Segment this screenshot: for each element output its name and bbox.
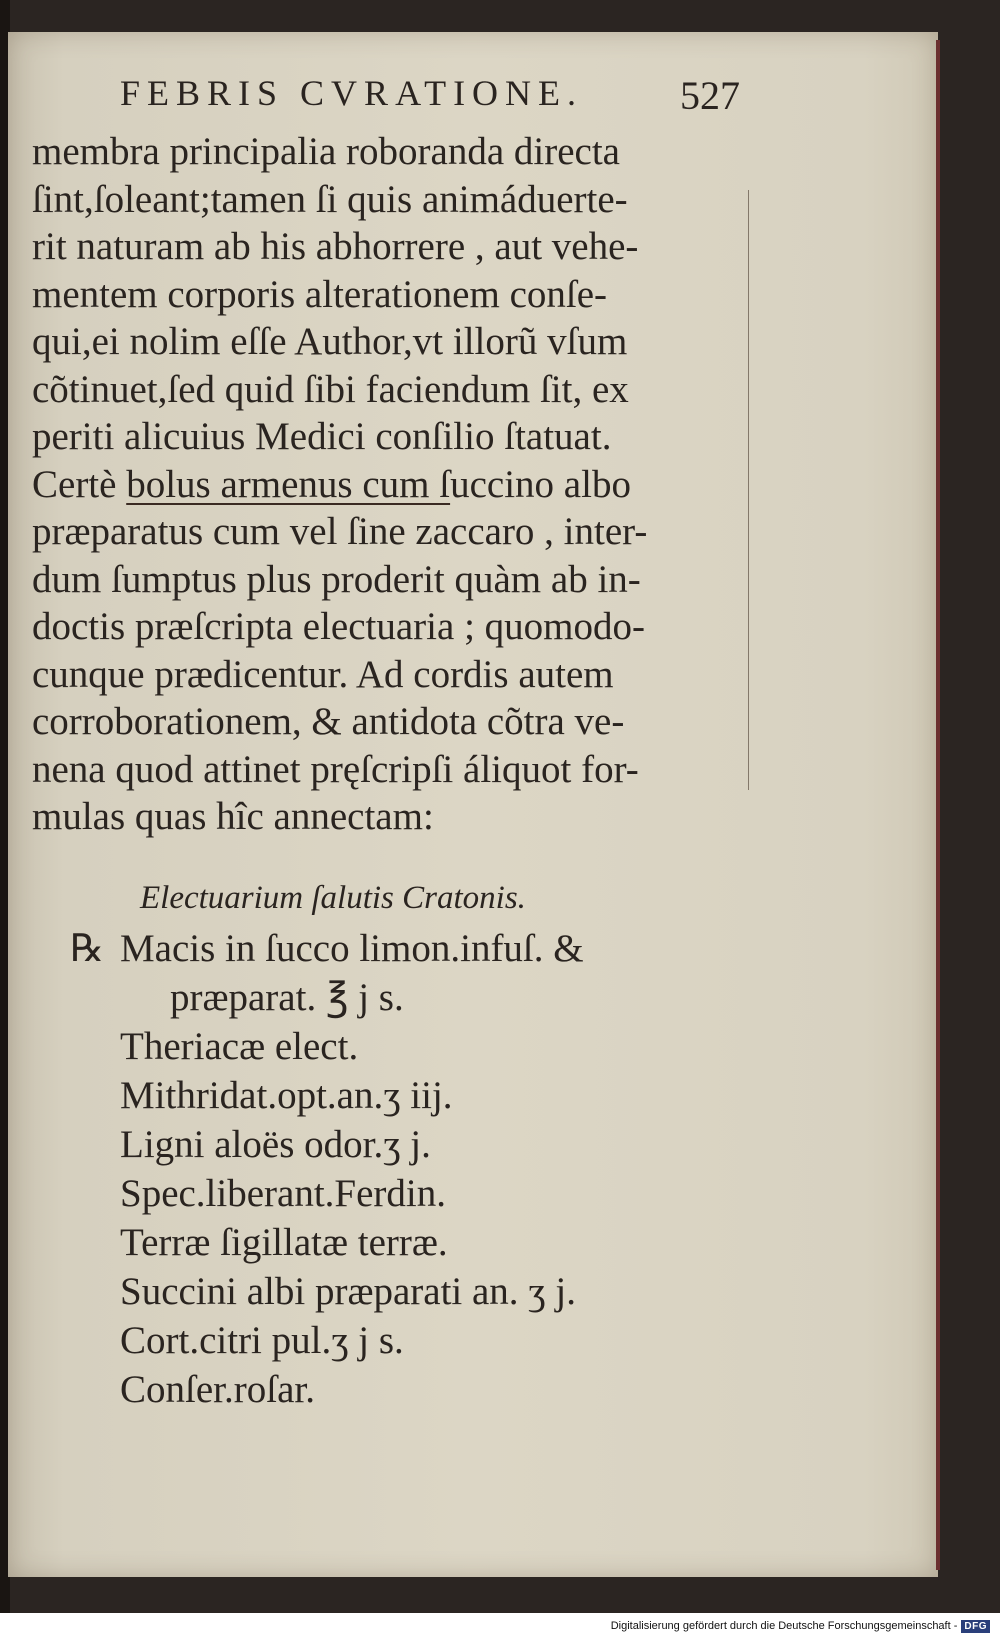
text-line: mentem corporis alterationem conſe- [32, 272, 608, 316]
margin-annotation-line [736, 190, 749, 790]
text-line: corroborationem, & antidota cõtra ve- [32, 700, 625, 743]
recipe-ingredient: Mithridat.opt.an.ʒ iij. [120, 1074, 453, 1117]
page-edge [936, 40, 940, 1570]
text-line: nena quod attinet pręſcripſi áliquot for- [32, 747, 639, 791]
recipe-ingredient: Conſer.roſar. [120, 1368, 315, 1411]
running-head: FEBRIS CVRATIONE. [120, 73, 584, 113]
body-text [32, 128, 752, 841]
recipe-symbol-icon: ℞ [70, 926, 105, 970]
recipe-ingredient: Cort.citri pul.ʒ j s. [120, 1319, 404, 1362]
text-line: præparatus cum vel ſine zaccaro , inter- [32, 510, 648, 553]
recipe-ingredient: præparat. ℥ j s. [170, 976, 404, 1019]
page-header [120, 72, 760, 132]
recipe-ingredient: Macis in ſucco limon.infuſ. & [120, 927, 584, 970]
text-line: rit naturam ab his abhorrere , aut vehe- [32, 225, 639, 268]
footer [609, 1617, 992, 1635]
recipe-ingredient: Ligni aloës odor.ʒ j. [120, 1123, 431, 1166]
dfg-logo: DFG [961, 1620, 990, 1633]
page-number: 527 [680, 73, 740, 118]
text-line: cõtinuet,ſed quid ſibi faciendum ſit, ex [32, 367, 629, 411]
text-line: cunque prædicentur. Ad cordis autem [32, 652, 614, 696]
text-line: mulas quas hîc annectam: [32, 795, 434, 838]
recipe-first-line [70, 924, 750, 973]
text-line: dum ſumptus plus proderit quàm ab in- [32, 557, 641, 601]
recipe-title: Electuarium ſalutis Cratonis. [140, 880, 526, 916]
recipe-ingredient: Spec.liberant.Ferdin. [120, 1172, 446, 1215]
text-line: membra principalia roboranda directa [32, 130, 620, 173]
text-line: qui,ei nolim eſſe Author,vt illorũ vſum [32, 320, 628, 363]
recipe-ingredient: Succini albi præparati an. ʒ j. [120, 1270, 576, 1313]
recipe-ingredient: Theriacæ elect. [120, 1025, 359, 1068]
line-end: uccino albo [450, 462, 631, 506]
recipe-ingredient: Terræ ſigillatæ terræ. [120, 1221, 448, 1264]
recipe-block [70, 872, 750, 1414]
line-start: Certè [32, 462, 127, 506]
handwritten-underline: bolus armenus cum ſ [126, 462, 451, 506]
text-line: periti alicuius Medici conſilio ſtatuat. [32, 415, 612, 458]
text-line-underlined [32, 461, 752, 509]
footer-credit: Digitalisierung gefördert durch die Deutsche Forschungsgemeinschaft - [610, 1620, 958, 1632]
text-line: doctis præſcripta electuaria ; quomodo- [32, 605, 645, 648]
text-line: ſint,ſoleant;tamen ſi quis animáduerte- [32, 177, 628, 221]
